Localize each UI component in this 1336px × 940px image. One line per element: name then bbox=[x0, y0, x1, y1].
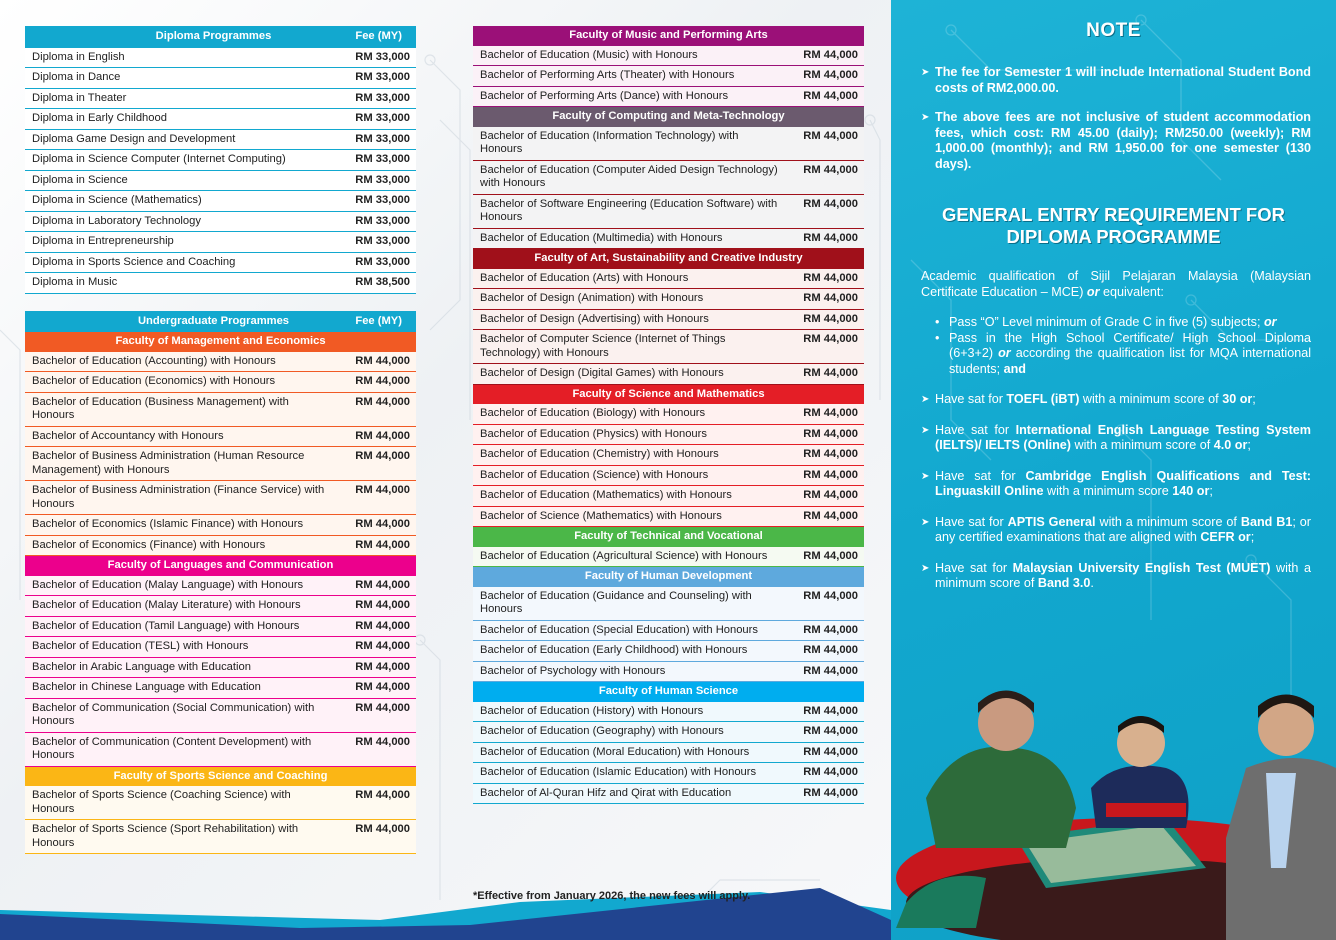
programme-name: Bachelor of Science (Mathematics) with Honours bbox=[473, 506, 786, 527]
faculty-title: Faculty of Sports Science and Coaching bbox=[25, 766, 416, 786]
bullet-dot-icon: • bbox=[935, 315, 940, 329]
programme-fee: RM 33,000 bbox=[338, 191, 416, 212]
faculty-title: Faculty of Human Development bbox=[473, 567, 864, 587]
programme-fee: RM 44,000 bbox=[338, 657, 416, 678]
programme-name: Bachelor of Education (Information Technology) with Honours bbox=[473, 127, 786, 161]
table-row bbox=[25, 447, 416, 481]
table-row bbox=[473, 620, 864, 641]
table-row bbox=[473, 364, 864, 385]
table-row bbox=[25, 109, 416, 130]
entry-requirements bbox=[921, 269, 1311, 592]
programme-name: Bachelor of Business Administration (Finance Service) with Honours bbox=[25, 481, 338, 515]
programme-fee: RM 33,000 bbox=[338, 150, 416, 171]
note-title: NOTE bbox=[1086, 20, 1141, 41]
table-row bbox=[473, 330, 864, 364]
table-row bbox=[473, 742, 864, 763]
programme-name: Bachelor in Chinese Language with Education bbox=[25, 678, 338, 699]
table-row bbox=[473, 702, 864, 722]
programme-fee: RM 44,000 bbox=[786, 269, 864, 289]
faculty-title: Faculty of Art, Sustainability and Creative Industry bbox=[473, 249, 864, 269]
programme-fee: RM 44,000 bbox=[786, 309, 864, 330]
programme-name: Bachelor of Education (Moral Education) with Honours bbox=[473, 742, 786, 763]
programme-name: Bachelor of Business Administration (Human Resource Management) with Honours bbox=[25, 447, 338, 481]
programme-fee: RM 44,000 bbox=[338, 535, 416, 556]
programme-fee: RM 44,000 bbox=[786, 330, 864, 364]
table-row bbox=[25, 732, 416, 766]
table-row bbox=[25, 535, 416, 556]
programme-fee: RM 44,000 bbox=[786, 661, 864, 682]
table-row bbox=[25, 820, 416, 854]
table-row bbox=[473, 722, 864, 743]
chevron-right-icon: ➤ bbox=[921, 562, 930, 574]
programme-name: Bachelor of Education (Geography) with Honours bbox=[473, 722, 786, 743]
programme-name: Bachelor of Education (TESL) with Honours bbox=[25, 637, 338, 658]
faculty-title: Faculty of Music and Performing Arts bbox=[473, 26, 864, 46]
table-row bbox=[25, 191, 416, 212]
table-row bbox=[25, 786, 416, 820]
programme-name: Bachelor of Communication (Content Development) with Honours bbox=[25, 732, 338, 766]
programme-fee: RM 44,000 bbox=[786, 66, 864, 87]
faculty-header-row bbox=[473, 26, 864, 46]
programme-fee: RM 44,000 bbox=[338, 616, 416, 637]
programme-fee: RM 44,000 bbox=[338, 576, 416, 596]
note-list bbox=[921, 65, 1311, 172]
programme-fee: RM 44,000 bbox=[786, 702, 864, 722]
programme-name: Bachelor of Education (Computer Aided Design Technology) with Honours bbox=[473, 160, 786, 194]
programme-fee: RM 44,000 bbox=[338, 372, 416, 393]
programme-fee: RM 44,000 bbox=[786, 620, 864, 641]
table-row bbox=[473, 763, 864, 784]
programme-name: Bachelor of Software Engineering (Education Software) with Honours bbox=[473, 194, 786, 228]
programme-name: Diploma in Science (Mathematics) bbox=[25, 191, 338, 212]
faculty-header-row bbox=[473, 249, 864, 269]
programme-fee: RM 44,000 bbox=[786, 783, 864, 804]
programme-fee: RM 44,000 bbox=[786, 228, 864, 249]
programme-name: Bachelor of Education (Islamic Education) with Honours bbox=[473, 763, 786, 784]
qualification-list bbox=[935, 315, 1311, 377]
programme-fee: RM 44,000 bbox=[338, 515, 416, 536]
programme-fee: RM 44,000 bbox=[786, 506, 864, 527]
programme-name: Bachelor of Sports Science (Coaching Science) with Honours bbox=[25, 786, 338, 820]
table-row bbox=[25, 170, 416, 191]
requirement-item: ➤ Have sat for Cambridge English Qualifications and Test: Linguaskill Online with a minimum score 140 or; bbox=[921, 468, 1311, 498]
table-row bbox=[473, 506, 864, 527]
programme-fee: RM 44,000 bbox=[338, 481, 416, 515]
table-row bbox=[473, 445, 864, 466]
footnote: *Effective from January 2026, the new fees will apply. bbox=[473, 890, 751, 902]
table-row bbox=[473, 424, 864, 445]
column-header-fee: Fee (MY) bbox=[338, 26, 416, 48]
table-row bbox=[473, 46, 864, 66]
programme-fee: RM 44,000 bbox=[786, 445, 864, 466]
programme-fee: RM 33,000 bbox=[338, 170, 416, 191]
faculty-title: Faculty of Management and Economics bbox=[25, 332, 416, 352]
left-fee-column bbox=[25, 26, 416, 854]
programme-fee: RM 33,000 bbox=[338, 252, 416, 273]
table-row bbox=[473, 228, 864, 249]
table-row bbox=[25, 426, 416, 447]
faculty-header-row bbox=[473, 107, 864, 127]
programme-fee: RM 44,000 bbox=[786, 86, 864, 107]
programme-fee: RM 44,000 bbox=[338, 447, 416, 481]
programme-name: Bachelor of Sports Science (Sport Rehabilitation) with Honours bbox=[25, 820, 338, 854]
programme-fee: RM 44,000 bbox=[338, 392, 416, 426]
programme-fee: RM 44,000 bbox=[338, 352, 416, 372]
chevron-right-icon: ➤ bbox=[921, 67, 930, 78]
chevron-right-icon: ➤ bbox=[921, 470, 930, 482]
students-playing-scrabble-photo bbox=[891, 678, 1336, 940]
programme-fee: RM 44,000 bbox=[338, 786, 416, 820]
table-row bbox=[25, 596, 416, 617]
column-header-fee: Fee (MY) bbox=[338, 311, 416, 333]
programme-fee: RM 44,000 bbox=[786, 289, 864, 310]
programme-fee: RM 44,000 bbox=[786, 194, 864, 228]
programme-fee: RM 33,000 bbox=[338, 232, 416, 253]
table-row bbox=[25, 252, 416, 273]
table-row bbox=[25, 576, 416, 596]
programme-fee: RM 44,000 bbox=[786, 641, 864, 662]
programme-fee: RM 44,000 bbox=[786, 763, 864, 784]
table-row bbox=[25, 698, 416, 732]
qualification-item: • Pass “O” Level minimum of Grade C in five (5) subjects; or bbox=[935, 315, 1277, 329]
programme-name: Bachelor of Economics (Islamic Finance) with Honours bbox=[25, 515, 338, 536]
programme-name: Bachelor of Education (Multimedia) with Honours bbox=[473, 228, 786, 249]
programme-name: Bachelor of Education (Accounting) with Honours bbox=[25, 352, 338, 372]
programme-name: Diploma in Dance bbox=[25, 68, 338, 89]
table-row bbox=[25, 48, 416, 68]
column-header-programme: Undergraduate Programmes bbox=[25, 311, 338, 333]
table-row bbox=[25, 273, 416, 294]
chevron-right-icon: ➤ bbox=[921, 516, 930, 528]
programme-name: Diploma in Music bbox=[25, 273, 338, 294]
programme-fee: RM 44,000 bbox=[338, 678, 416, 699]
table-row bbox=[25, 678, 416, 699]
table-row bbox=[25, 150, 416, 171]
requirement-item: ➤ Have sat for Malaysian University English Test (MUET) with a minimum score of Band 3.0. bbox=[921, 560, 1311, 590]
programme-fee: RM 33,000 bbox=[338, 109, 416, 130]
faculty-title: Faculty of Computing and Meta-Technology bbox=[473, 107, 864, 127]
programme-name: Bachelor of Education (Early Childhood) with Honours bbox=[473, 641, 786, 662]
table-row bbox=[25, 232, 416, 253]
programme-fee: RM 44,000 bbox=[786, 364, 864, 385]
programme-name: Bachelor of Education (Agricultural Science) with Honours bbox=[473, 547, 786, 567]
programme-name: Bachelor of Education (History) with Honours bbox=[473, 702, 786, 722]
programme-fee: RM 44,000 bbox=[786, 587, 864, 621]
programme-fee: RM 33,000 bbox=[338, 211, 416, 232]
programme-name: Bachelor of Education (Chemistry) with Honours bbox=[473, 445, 786, 466]
programme-name: Bachelor of Al-Quran Hifz and Qirat with Education bbox=[473, 783, 786, 804]
table-header-row bbox=[25, 311, 416, 333]
programme-name: Bachelor of Psychology with Honours bbox=[473, 661, 786, 682]
requirement-item: ➤ Have sat for APTIS General with a minimum score of Band B1; or any certified examinations that are aligned with CEFR or; bbox=[921, 514, 1311, 544]
programme-name: Diploma Game Design and Development bbox=[25, 129, 338, 150]
programme-fee: RM 44,000 bbox=[786, 465, 864, 486]
faculty-title: Faculty of Human Science bbox=[473, 682, 864, 702]
programme-name: Bachelor of Education (Mathematics) with Honours bbox=[473, 486, 786, 507]
table-row bbox=[473, 289, 864, 310]
programme-fee: RM 33,000 bbox=[338, 48, 416, 68]
table-row bbox=[25, 616, 416, 637]
requirement-item: ➤ Have sat for International English Language Testing System (IELTS)/ IELTS (Online) with a minimum score of 4.0 or; bbox=[921, 422, 1311, 452]
programme-name: Bachelor of Communication (Social Communication) with Honours bbox=[25, 698, 338, 732]
programme-name: Bachelor of Design (Digital Games) with Honours bbox=[473, 364, 786, 385]
table-row bbox=[25, 68, 416, 89]
programme-name: Bachelor of Education (Malay Literature) with Honours bbox=[25, 596, 338, 617]
chevron-right-icon: ➤ bbox=[921, 394, 930, 405]
programme-fee: RM 44,000 bbox=[786, 547, 864, 567]
bottom-wave-decoration bbox=[0, 880, 891, 940]
note-item: ➤ The fee for Semester 1 will include International Student Bond costs of RM2,000.00. bbox=[921, 65, 1311, 95]
programme-fee: RM 38,500 bbox=[338, 273, 416, 294]
programme-name: Diploma in Sports Science and Coaching bbox=[25, 252, 338, 273]
faculty-header-row bbox=[473, 682, 864, 702]
programme-name: Bachelor of Education (Guidance and Counseling) with Honours bbox=[473, 587, 786, 621]
table-row bbox=[25, 481, 416, 515]
table-row bbox=[473, 194, 864, 228]
programme-fee: RM 33,000 bbox=[338, 129, 416, 150]
table-row bbox=[473, 587, 864, 621]
programme-name: Bachelor of Education (Malay Language) with Honours bbox=[25, 576, 338, 596]
programme-fee: RM 44,000 bbox=[338, 732, 416, 766]
programme-name: Diploma in English bbox=[25, 48, 338, 68]
programme-name: Diploma in Laboratory Technology bbox=[25, 211, 338, 232]
programme-fee: RM 33,000 bbox=[338, 68, 416, 89]
note-item: ➤ The above fees are not inclusive of student accommodation fees, which cost: RM 45.00 (daily); RM250.00 (weekly); RM 1,000.00 (monthly); and RM 1,950.00 for one semester (130 days). bbox=[921, 110, 1311, 171]
table-row bbox=[25, 657, 416, 678]
faculty-title: Faculty of Technical and Vocational bbox=[473, 527, 864, 547]
programme-fee: RM 44,000 bbox=[786, 486, 864, 507]
table-row bbox=[473, 465, 864, 486]
programme-name: Bachelor of Education (Special Education) with Honours bbox=[473, 620, 786, 641]
programme-name: Bachelor of Design (Advertising) with Honours bbox=[473, 309, 786, 330]
entry-intro: Academic qualification of Sijil Pelajaran Malaysia (Malaysian Certificate Education – MCE) or equivalent: bbox=[921, 269, 1311, 299]
requirement-item: ➤ Have sat for TOEFL (iBT) with a minimum score of 30 or; bbox=[921, 392, 1256, 406]
table-row bbox=[25, 129, 416, 150]
table-row bbox=[25, 392, 416, 426]
programme-fee: RM 44,000 bbox=[786, 722, 864, 743]
column-header-programme: Diploma Programmes bbox=[25, 26, 338, 48]
info-panel bbox=[891, 0, 1336, 940]
programme-name: Bachelor of Education (Science) with Honours bbox=[473, 465, 786, 486]
table-row bbox=[473, 783, 864, 804]
chevron-right-icon: ➤ bbox=[921, 112, 930, 123]
programme-name: Bachelor in Arabic Language with Education bbox=[25, 657, 338, 678]
faculty-header-row bbox=[25, 332, 416, 352]
programme-fee: RM 44,000 bbox=[338, 637, 416, 658]
programme-name: Bachelor of Education (Music) with Honours bbox=[473, 46, 786, 66]
table-row bbox=[473, 160, 864, 194]
programme-name: Bachelor of Design (Animation) with Honours bbox=[473, 289, 786, 310]
programme-fee: RM 44,000 bbox=[338, 596, 416, 617]
table-row bbox=[473, 66, 864, 87]
programme-name: Bachelor of Education (Physics) with Honours bbox=[473, 424, 786, 445]
programme-name: Diploma in Science bbox=[25, 170, 338, 191]
programme-fee: RM 44,000 bbox=[338, 698, 416, 732]
faculty-header-row bbox=[473, 567, 864, 587]
table-row bbox=[473, 269, 864, 289]
chevron-right-icon: ➤ bbox=[921, 424, 930, 436]
programme-name: Bachelor of Education (Economics) with Honours bbox=[25, 372, 338, 393]
table-row bbox=[473, 309, 864, 330]
bullet-dot-icon: • bbox=[935, 330, 940, 345]
table-row bbox=[473, 86, 864, 107]
entry-requirement-title: GENERAL ENTRY REQUIREMENT FOR DIPLOMA PROGRAMME bbox=[942, 204, 1285, 247]
programme-name: Diploma in Science Computer (Internet Computing) bbox=[25, 150, 338, 171]
table-row bbox=[473, 404, 864, 424]
table-row bbox=[25, 515, 416, 536]
programme-name: Bachelor of Education (Biology) with Honours bbox=[473, 404, 786, 424]
programme-fee: RM 33,000 bbox=[338, 88, 416, 109]
programme-name: Bachelor of Economics (Finance) with Honours bbox=[25, 535, 338, 556]
faculty-header-row bbox=[25, 556, 416, 576]
programme-fee: RM 44,000 bbox=[786, 46, 864, 66]
table-row bbox=[473, 661, 864, 682]
programme-fee: RM 44,000 bbox=[786, 404, 864, 424]
table-row bbox=[25, 637, 416, 658]
table-row bbox=[25, 352, 416, 372]
programme-fee: RM 44,000 bbox=[786, 160, 864, 194]
table-header-row bbox=[25, 26, 416, 48]
table-row bbox=[473, 641, 864, 662]
faculty-title: Faculty of Science and Mathematics bbox=[473, 384, 864, 404]
table-row bbox=[25, 372, 416, 393]
table-row bbox=[473, 127, 864, 161]
programme-name: Bachelor of Education (Arts) with Honours bbox=[473, 269, 786, 289]
programme-fee: RM 44,000 bbox=[786, 424, 864, 445]
faculty-header-row bbox=[25, 766, 416, 786]
programme-fee: RM 44,000 bbox=[786, 127, 864, 161]
programme-name: Diploma in Theater bbox=[25, 88, 338, 109]
diploma-fee-table bbox=[25, 26, 416, 294]
programme-name: Diploma in Early Childhood bbox=[25, 109, 338, 130]
programme-name: Bachelor of Education (Business Management) with Honours bbox=[25, 392, 338, 426]
programme-name: Bachelor of Education (Tamil Language) with Honours bbox=[25, 616, 338, 637]
table-row bbox=[25, 211, 416, 232]
table-row bbox=[25, 88, 416, 109]
qualification-item: • Pass in the High School Certificate/ High School Diploma (6+3+2) or according the qualification list for MQA international students; and bbox=[935, 330, 1311, 376]
faculty-header-row bbox=[473, 384, 864, 404]
undergrad-fee-table-left bbox=[25, 311, 416, 855]
programme-fee: RM 44,000 bbox=[338, 820, 416, 854]
programme-name: Bachelor of Performing Arts (Theater) with Honours bbox=[473, 66, 786, 87]
table-row bbox=[473, 547, 864, 567]
faculty-title: Faculty of Languages and Communication bbox=[25, 556, 416, 576]
middle-fee-column bbox=[473, 26, 864, 804]
undergrad-fee-table-right bbox=[473, 26, 864, 804]
programme-name: Bachelor of Performing Arts (Dance) with Honours bbox=[473, 86, 786, 107]
programme-name: Diploma in Entrepreneurship bbox=[25, 232, 338, 253]
faculty-header-row bbox=[473, 527, 864, 547]
programme-fee: RM 44,000 bbox=[786, 742, 864, 763]
programme-fee: RM 44,000 bbox=[338, 426, 416, 447]
programme-name: Bachelor of Computer Science (Internet of Things Technology) with Honours bbox=[473, 330, 786, 364]
programme-name: Bachelor of Accountancy with Honours bbox=[25, 426, 338, 447]
table-row bbox=[473, 486, 864, 507]
